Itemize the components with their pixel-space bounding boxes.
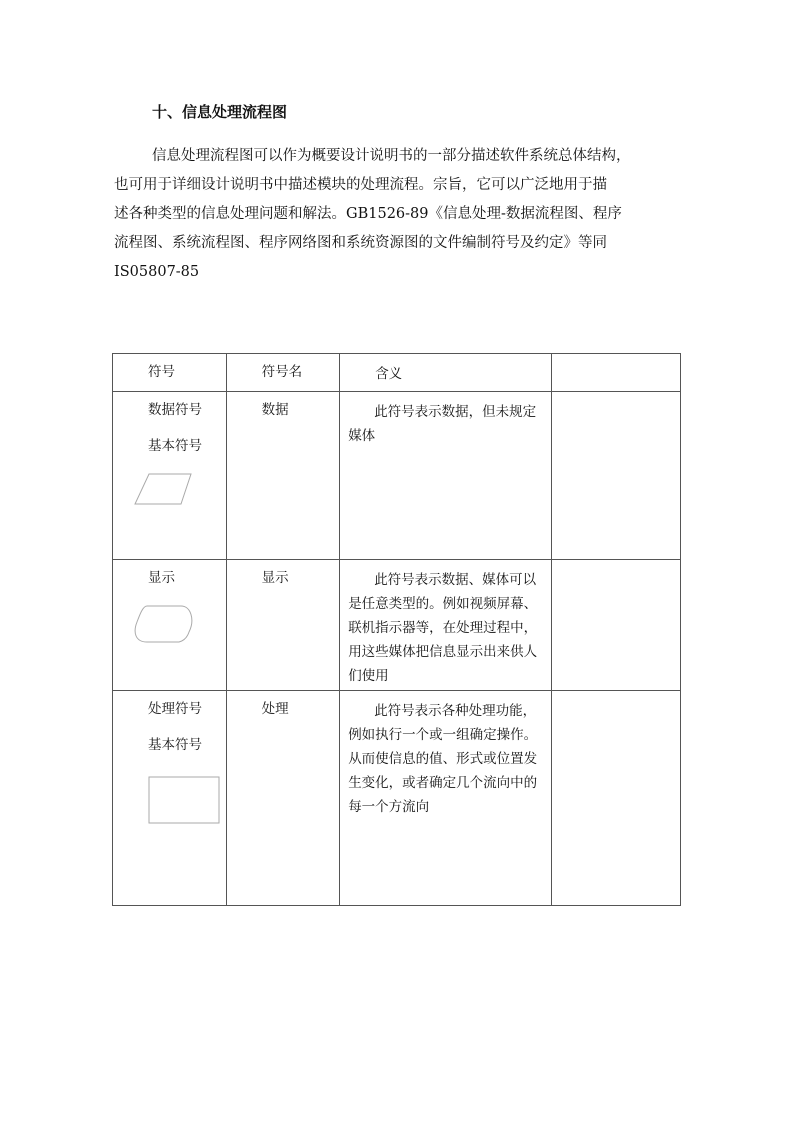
parallelogram-icon <box>113 456 223 516</box>
paragraph-line: 也可用于详细设计说明书中描述模块的处理流程。宗旨，它可以广泛地用于描 <box>114 177 607 193</box>
header-symbol: 符号 <box>148 364 175 380</box>
symbol-name: 显示 <box>261 570 289 586</box>
intro-paragraph <box>114 142 684 287</box>
symbol-sub-label: 基本符号 <box>148 737 202 753</box>
symbol-label: 显示 <box>148 570 175 586</box>
table-row <box>113 560 681 691</box>
symbol-meaning: 此符号表示数据、媒体可以是任意类型的。例如视频屏幕、联机指示器等，在处理过程中，用这些媒体把信息显示出来供人们使用 <box>348 572 538 684</box>
section-heading: 十、信息处理流程图 <box>152 103 288 121</box>
header-meaning: 含义 <box>375 366 403 382</box>
symbol-sub-label: 基本符号 <box>148 438 202 454</box>
paragraph-line: 流程图、系统流程图、程序网络图和系统资源图的文件编制符号及约定》等同 <box>114 235 607 251</box>
symbol-meaning: 此符号表示数据，但未规定媒体 <box>348 404 537 444</box>
paragraph-line: 述各种类型的信息处理问题和解法。GB1526-89《信息处理-数据流程图、程序 <box>114 206 622 222</box>
symbol-name: 处理 <box>261 701 289 717</box>
symbol-table <box>112 353 681 906</box>
symbol-label: 处理符号 <box>148 701 202 717</box>
table-row <box>113 691 681 906</box>
table-row <box>113 392 681 560</box>
symbol-label: 数据符号 <box>148 402 202 418</box>
header-symbol-name: 符号名 <box>261 364 303 380</box>
table-header-row <box>113 354 681 392</box>
display-shape-icon <box>113 596 223 656</box>
symbol-meaning: 此符号表示各种处理功能，例如执行一个或一组确定操作。从而使信息的值、形式或位置发生变化，或者确定几个流向中的每一个方流向 <box>348 703 538 815</box>
paragraph-line: 信息处理流程图可以作为概要设计说明书的一部分描述软件系统总体结构， <box>152 148 631 164</box>
rectangle-icon <box>113 767 223 827</box>
paragraph-line: IS05807-85 <box>114 264 200 280</box>
symbol-name: 数据 <box>261 402 289 418</box>
